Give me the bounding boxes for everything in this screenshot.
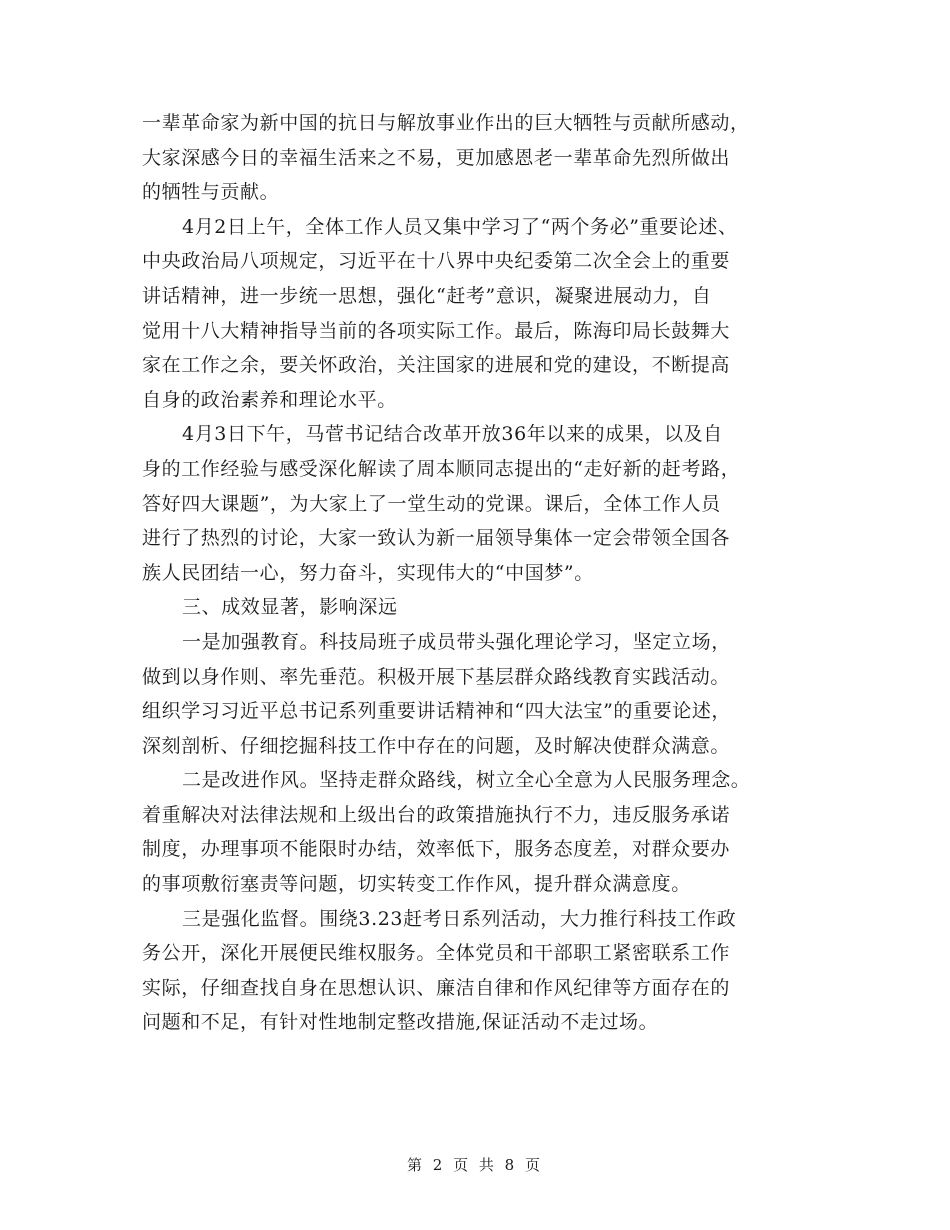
text-line: 的牺牲与贡献。 — [142, 181, 280, 204]
text-line: 觉用十八大精神指导当前的各项实际工作。最后，陈海印局长鼓舞大 — [142, 319, 731, 342]
text-line: 4月2日上午，全体工作人员又集中学习了“两个务必”重要论述、 — [182, 215, 738, 238]
text-line: 讲话精神，进一步统一思想，强化“赶考”意识，凝聚进展动力，自 — [142, 284, 712, 307]
text-line: 做到以身作则、率先垂范。积极开展下基层群众路线教育实践活动。 — [142, 665, 731, 688]
text-line: 4月3日下午，马菅书记结合改革开放36年以来的成果，以及自 — [182, 423, 723, 446]
text-line: 组织学习习近平总书记系列重要讲话精神和“四大法宝”的重要论述， — [142, 700, 732, 723]
text-line: 深刻剖析、仔细挖掘科技工作中存在的问题，及时解决使群众满意。 — [142, 734, 731, 757]
text-line: 二是改进作风。坚持走群众路线，树立全心全意为人民服务理念。 — [182, 769, 751, 792]
text-line: 实际，仔细查找自身在思想认识、廉洁自律和作风纪律等方面存在的 — [142, 976, 731, 999]
text-line: 自身的政治素养和理论水平。 — [142, 388, 397, 411]
text-line: 一辈革命家为新中国的抗日与解放事业作出的巨大牺牲与贡献所感动， — [142, 112, 750, 134]
text-line: 进行了热烈的讨论，大家一致认为新一届领导集体一定会带领全国各 — [142, 527, 731, 550]
text-line: 族人民团结一心，努力奋斗，实现伟大的“中国梦”。 — [142, 561, 594, 584]
text-line: 三、成效显著，影响深远 — [182, 596, 398, 619]
text-line: 问题和不足，有针对性地制定整改措施,保证活动不走过场。 — [142, 1011, 659, 1034]
text-line: 的事项敷衍塞责等问题，切实转变工作作风，提升群众满意度。 — [142, 873, 691, 896]
text-line: 答好四大课题”，为大家上了一堂生动的党课。课后，全体工作人员 — [142, 492, 721, 515]
document-body — [142, 106, 822, 1040]
text-line: 着重解决对法律法规和上级出台的政策措施执行不力，违反服务承诺 — [142, 803, 731, 826]
text-line: 中央政治局八项规定，习近平在十八界中央纪委第二次全会上的重要 — [142, 250, 731, 273]
text-line: 三是强化监督。围绕3.23赶考日系列活动，大力推行科技工作政 — [182, 907, 737, 930]
text-line: 大家深感今日的幸福生活来之不易，更加感恩老一辈革命先烈所做出 — [142, 146, 731, 169]
text-line: 一是加强教育。科技局班子成员带头强化理论学习，坚定立场， — [182, 630, 731, 653]
text-line: 务公开，深化开展便民维权服务。全体党员和干部职工紧密联系工作 — [142, 942, 731, 965]
text-line: 制度，办理事项不能限时办结，效率低下，服务态度差，对群众要办 — [142, 838, 731, 861]
text-line: 家在工作之余，要关怀政治，关注国家的进展和党的建设，不断提高 — [142, 354, 731, 377]
text-line: 身的工作经验与感受深化解读了周本顺同志提出的“走好新的赶考路， — [142, 457, 741, 480]
page-number-footer: 第 2 页 共 8 页 — [407, 1156, 543, 1174]
